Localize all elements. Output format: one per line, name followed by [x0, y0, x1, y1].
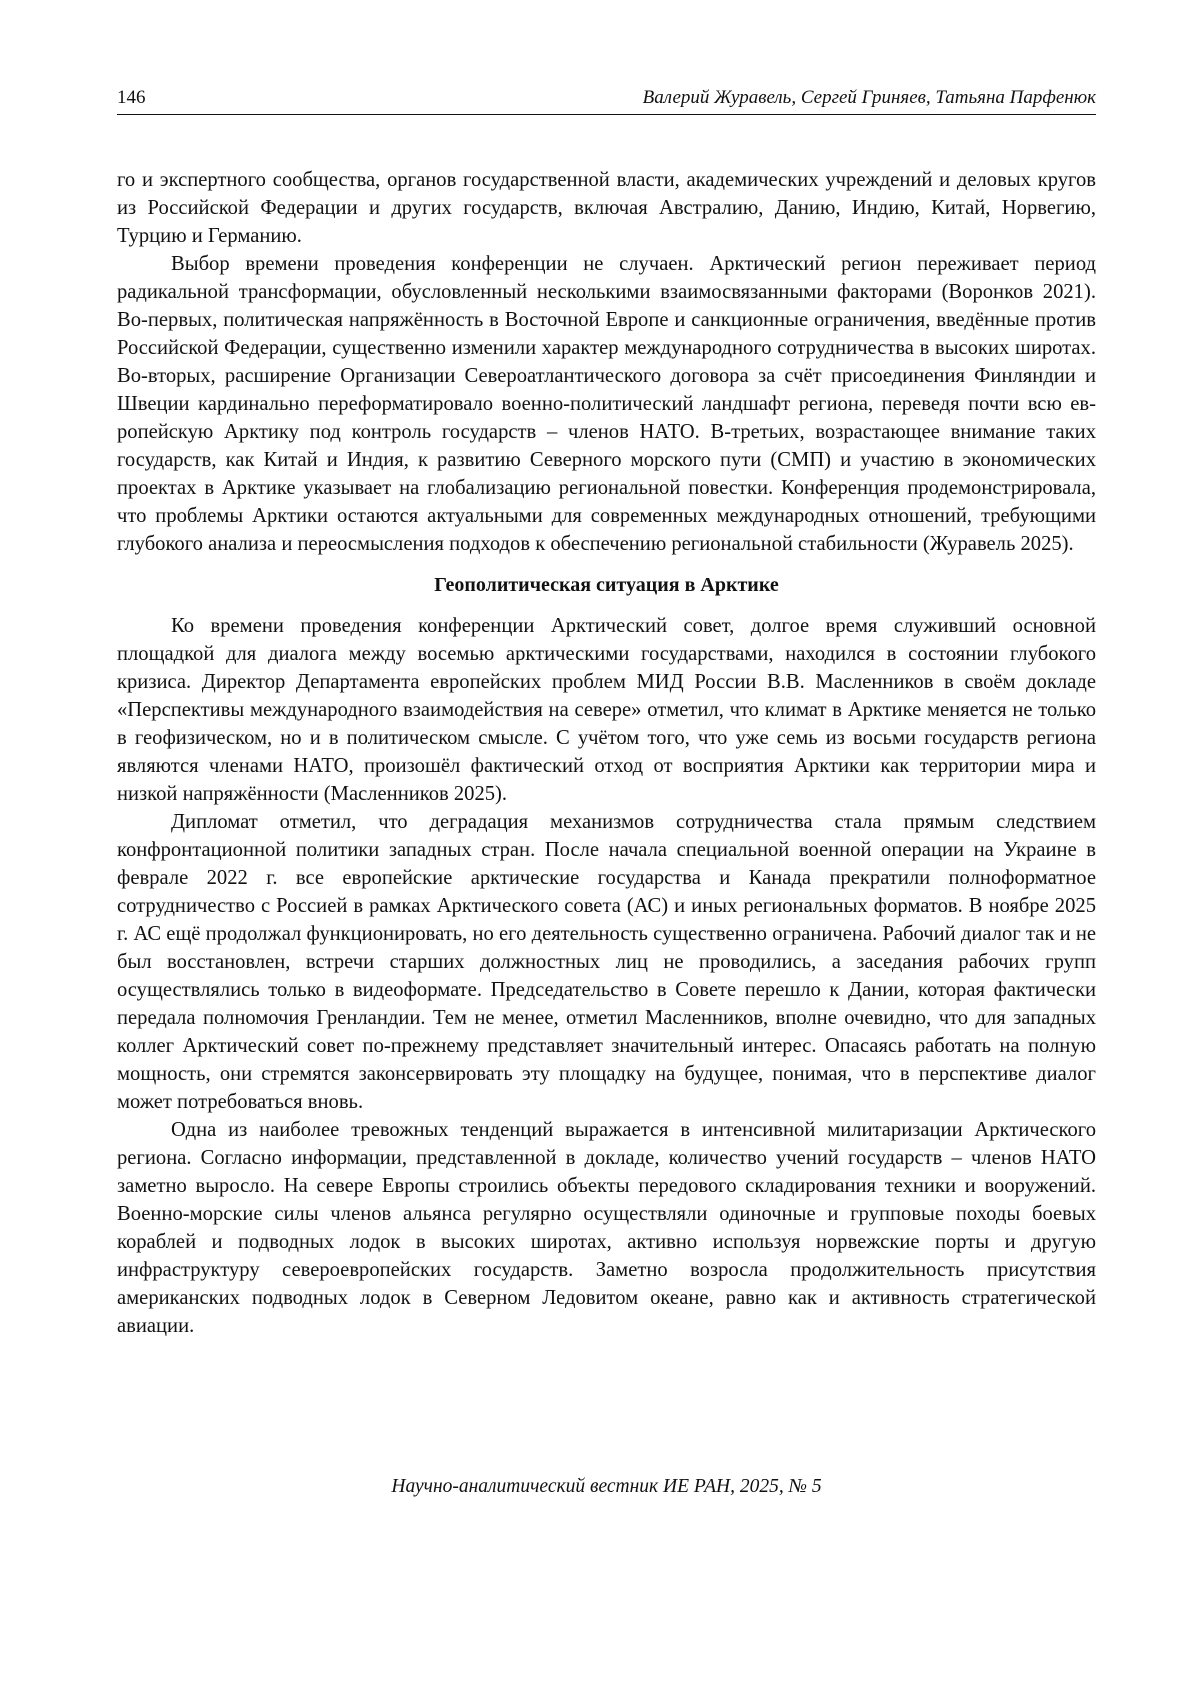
paragraph-continuation: го и экспертного сообщества, органов государственной власти, академических учреждений и деловых кругов из Российской Федерации и других государств, включая Австралию, Данию, Индию, Китай, Норвегию, Турцию и Германию.	[117, 169, 1096, 247]
paragraph-cooperation-degradation: Дипломат отметил, что деградация механизмов сотрудничества стала прямым следствием конфронтационной политики западных стран. После начала специальной военной операции на Украине в феврале 2022 г. все европейские арктические государства и Канада прекратили полноформатное сотрудничество с Россией в рамках Арктического совета (АС) и иных региональных форматов. В ноябре 2025 г. АС ещё продолжал функционировать, но его деятельность существенно ограничена. Рабочий диалог так и не был восстановлен, встречи старших должностных лиц не проводились, а заседания рабочих групп осуществлялись только в видеоформате. Председательство в Совете перешло к Дании, которая фактически передала полномочия Гренландии. Тем не менее, отметил Масленников, вполне очевидно, что для западных коллег Арктический совет по-прежнему представляет значительный интерес. Опасаясь работать на полную мощность, они стремятся законсервировать эту площадку на будущее, понимая, что в перспективе диалог может потребоваться вновь.	[117, 811, 1096, 1113]
page-number: 146	[117, 87, 146, 108]
journal-footer: Научно-аналитический вестник ИЕ РАН, 2025, № 5	[391, 1476, 822, 1497]
paragraph-arctic-council: Ко времени проведения конференции Арктический совет, долгое время служивший основной площадкой для диалога между восемью арктическими государствами, находился в состоянии глубокого кризиса. Директор Департамента европейских проблем МИД России В.В. Масленников в своём докладе «Перспективы международного взаимодействия на севере» отметил, что климат в Арктике меняется не только в геофизическом, но и в политическом смысле. С учётом того, что уже семь из восьми государств региона являются членами НАТО, произошёл фактический отход от восприятия Арктики как территории мира и низкой напряжённости (Масленников 2025).	[117, 615, 1096, 805]
paragraph-conference-timing: Выбор времени проведения конференции не случаен. Арктический регион переживает период радикальной трансформации, обусловленный несколькими взаимосвязанными факторами (Воронков 2021). Во-первых, политическая напряжённость в Восточной Европе и санкционные ограничения, введённые против Российской Федерации, существенно изменили характер международного сотрудничества в высоких широтах. Во-вторых, расширение Организации Североатлантического договора за счёт присоединения Финляндии и Швеции кардинально переформатировало военно-политический ландшафт региона, переведя почти всю европейскую Арктику под контроль государств – членов НАТО. В-третьих, возрастающее внимание таких государств, как Китай и Индия, к развитию Северного морского пути (СМП) и участию в экономических проектах в Арктике указывает на глобализацию региональной повестки. Конференция продемонстрировала, что проблемы Арктики остаются актуальными для современных международных отношений, требующими глубокого анализа и переосмысления подходов к обеспечению региональной стабильности (Журавель 2025).	[117, 253, 1096, 555]
running-header-authors: Валерий Журавель, Сергей Гриняев, Татьяна Парфенюк	[642, 87, 1096, 108]
article-body	[117, 166, 1096, 1340]
running-header	[117, 86, 1096, 115]
section-heading: Геополитическая ситуация в Арктике	[434, 574, 779, 596]
paragraph-militarization: Одна из наиболее тревожных тенденций выражается в интенсивной милитаризации Арктического региона. Согласно информации, представленной в докладе, количество учений государств – членов НАТО заметно выросло. На севере Европы строились объекты передового складирования техники и вооружений. Военно-морские силы членов альянса регулярно осуществляли одиночные и групповые походы боевых кораблей и подводных лодок в высоких широтах, активно используя норвежские порты и другую инфраструктуру североевропейских государств. Заметно возросла продолжительность присутствия американских подводных лодок в Северном Ледовитом океане, равно как и активность стратегической авиации.	[117, 1119, 1096, 1337]
